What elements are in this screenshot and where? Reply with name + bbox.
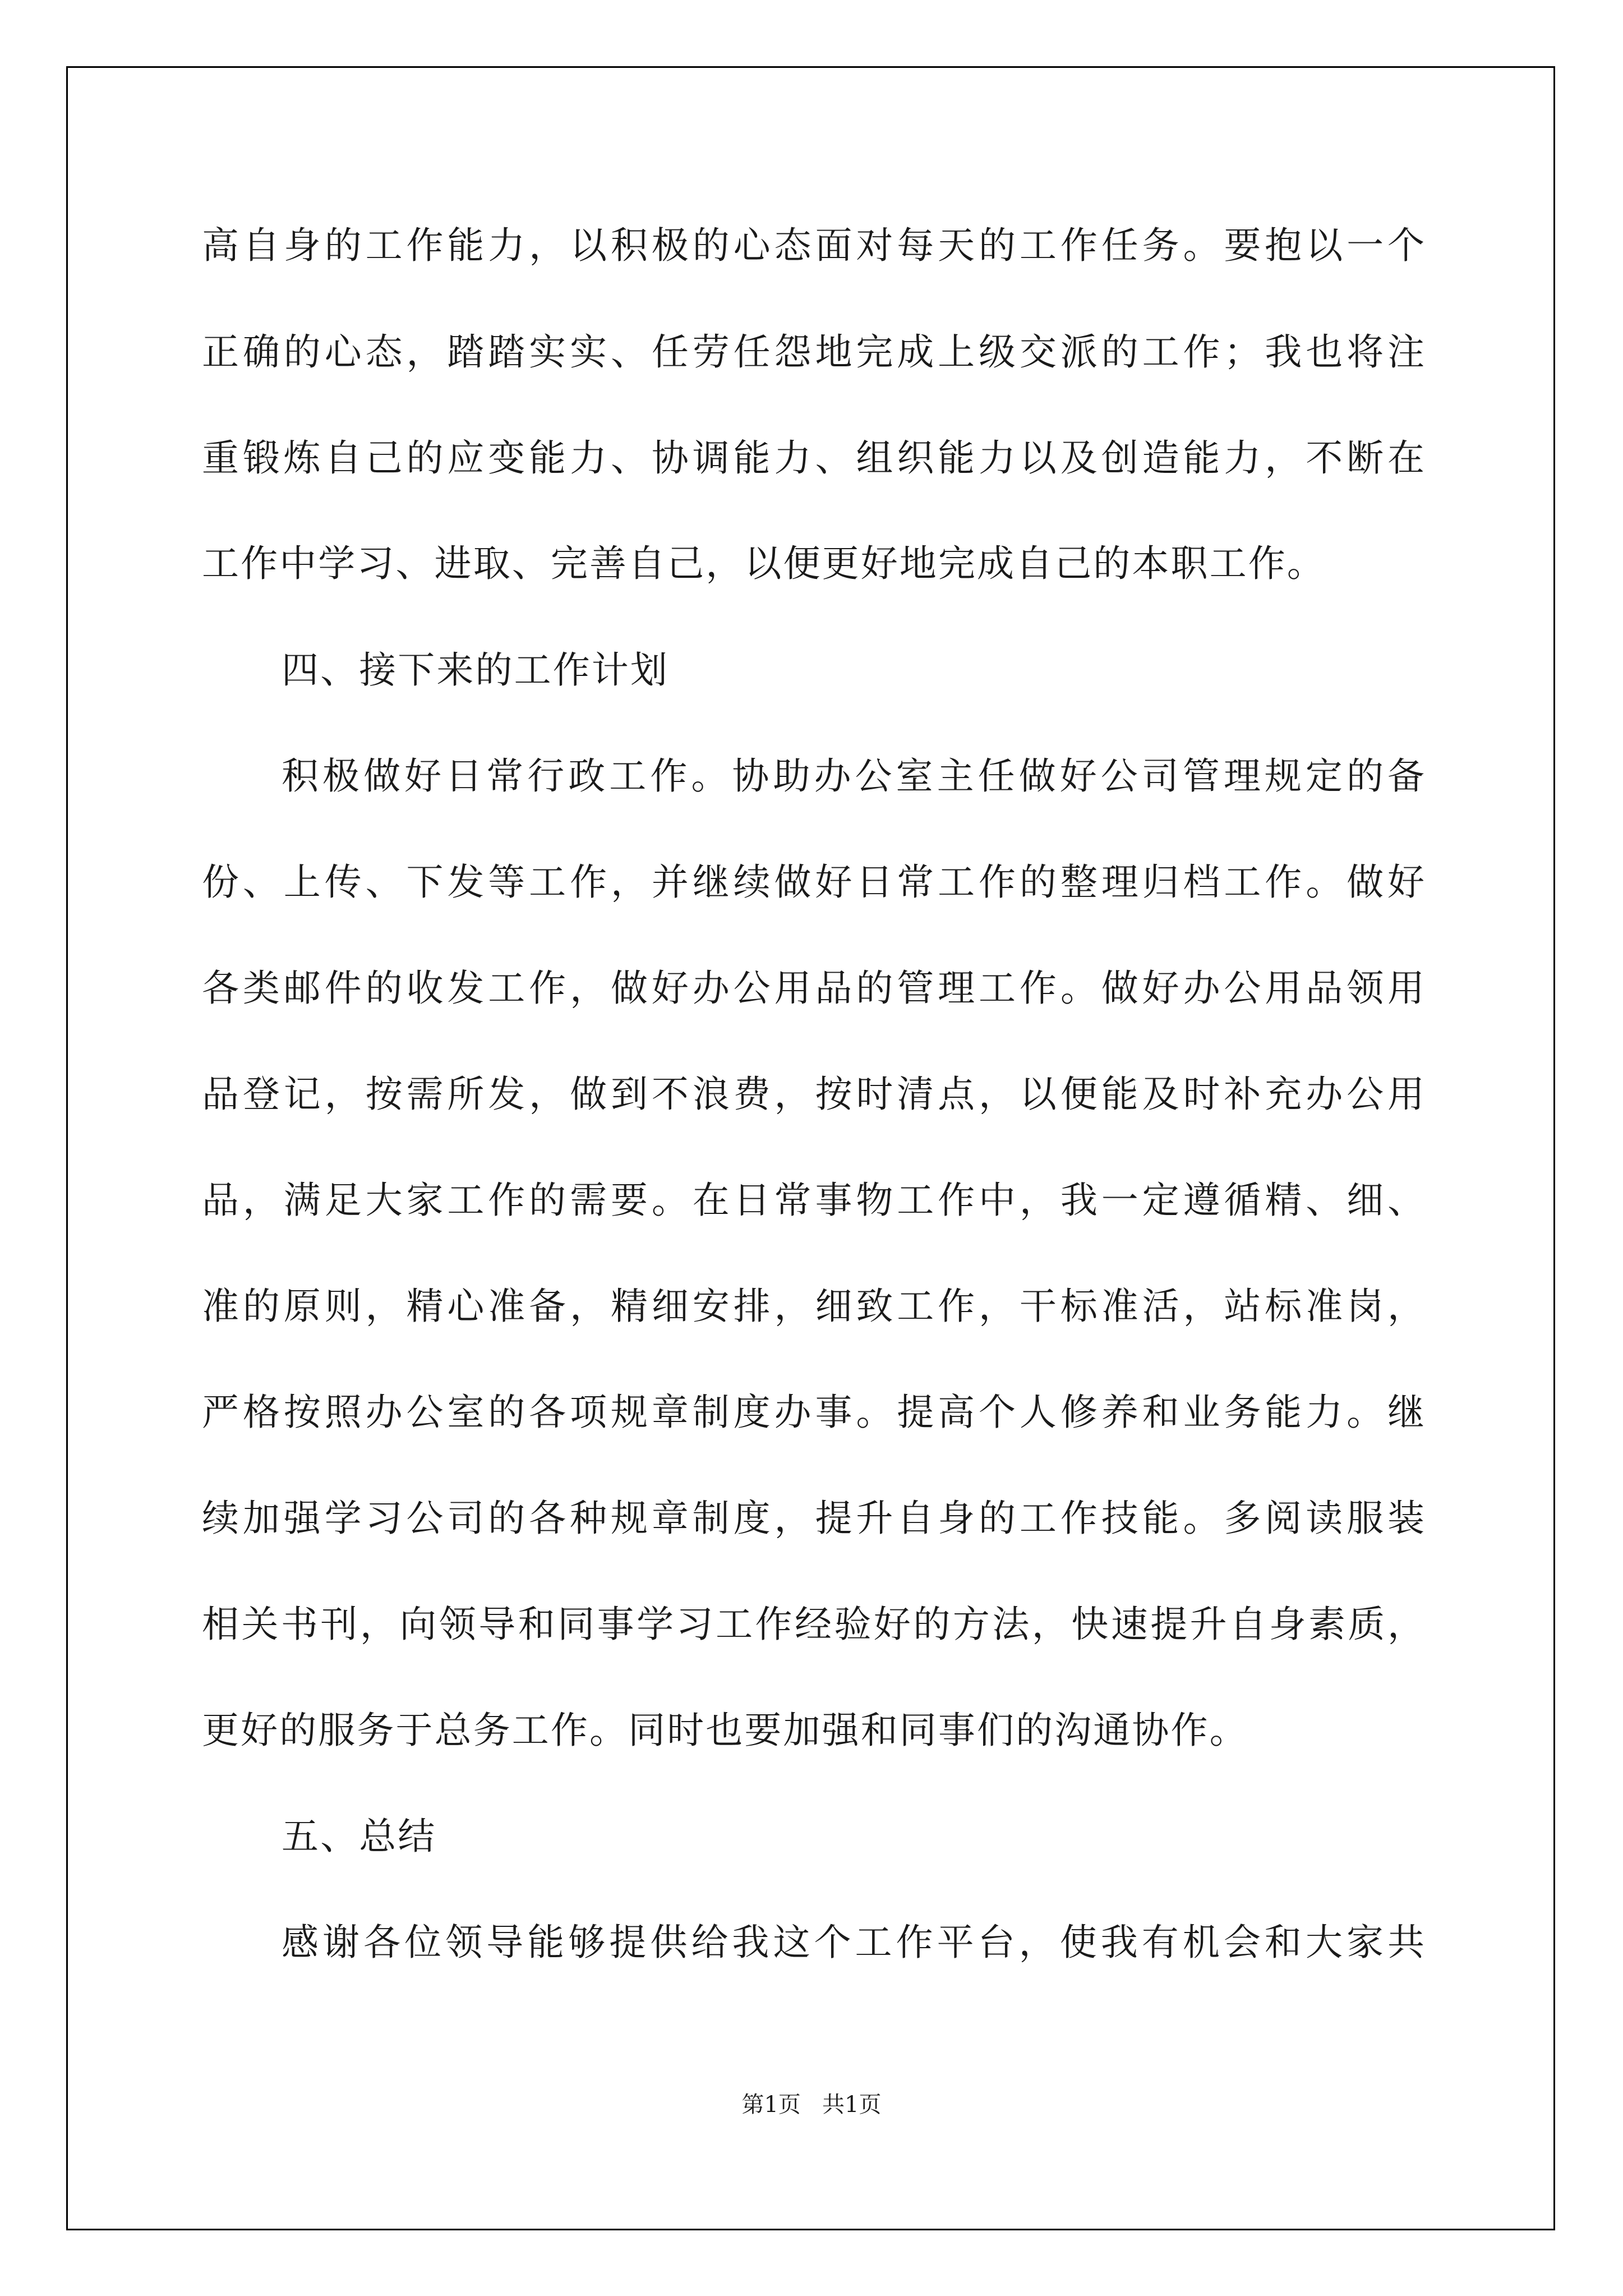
section-heading-4: 四、接下来的工作计划 xyxy=(282,648,669,692)
page-border xyxy=(66,66,1555,2230)
body-text-line: 相关书刊，向领导和同事学习工作经验好的方法，快速提升自身素质， xyxy=(202,1603,1424,1646)
body-text-line: 工作中学习、进取、完善自己，以便更好地完成自己的本职工作。 xyxy=(202,542,1326,585)
body-text-line: 正确的心态，踏踏实实、任劳任怨地完成上级交派的工作；我也将注 xyxy=(202,330,1424,374)
body-text-line: 品登记，按需所发，做到不浪费，按时清点，以便能及时补充办公用 xyxy=(202,1073,1424,1116)
body-text-line: 各类邮件的收发工作，做好办公用品的管理工作。做好办公用品领用 xyxy=(202,967,1424,1010)
body-text-line: 严格按照办公室的各项规章制度办事。提高个人修养和业务能力。继 xyxy=(202,1391,1424,1434)
body-text-line: 份、上传、下发等工作，并继续做好日常工作的整理归档工作。做好 xyxy=(202,861,1424,904)
body-text-line: 品，满足大家工作的需要。在日常事物工作中，我一定遵循精、细、 xyxy=(202,1179,1424,1222)
page-footer: 第1页 共1页 xyxy=(741,2092,882,2118)
section-heading-5: 五、总结 xyxy=(282,1815,437,1858)
body-text-line: 高自身的工作能力，以积极的心态面对每天的工作任务。要抱以一个 xyxy=(202,224,1424,267)
body-text-line: 更好的服务于总务工作。同时也要加强和同事们的沟通协作。 xyxy=(202,1709,1248,1752)
paragraph-first-line: 感谢各位领导能够提供给我这个工作平台，使我有机会和大家共 xyxy=(282,1921,1424,1964)
body-text-line: 续加强学习公司的各种规章制度，提升自身的工作技能。多阅读服装 xyxy=(202,1497,1424,1540)
body-text-line: 准的原则，精心准备，精细安排，细致工作，干标准活，站标准岗， xyxy=(202,1285,1424,1328)
body-text-line: 重锻炼自己的应变能力、协调能力、组织能力以及创造能力，不断在 xyxy=(202,436,1424,480)
paragraph-first-line: 积极做好日常行政工作。协助办公室主任做好公司管理规定的备 xyxy=(282,754,1424,798)
